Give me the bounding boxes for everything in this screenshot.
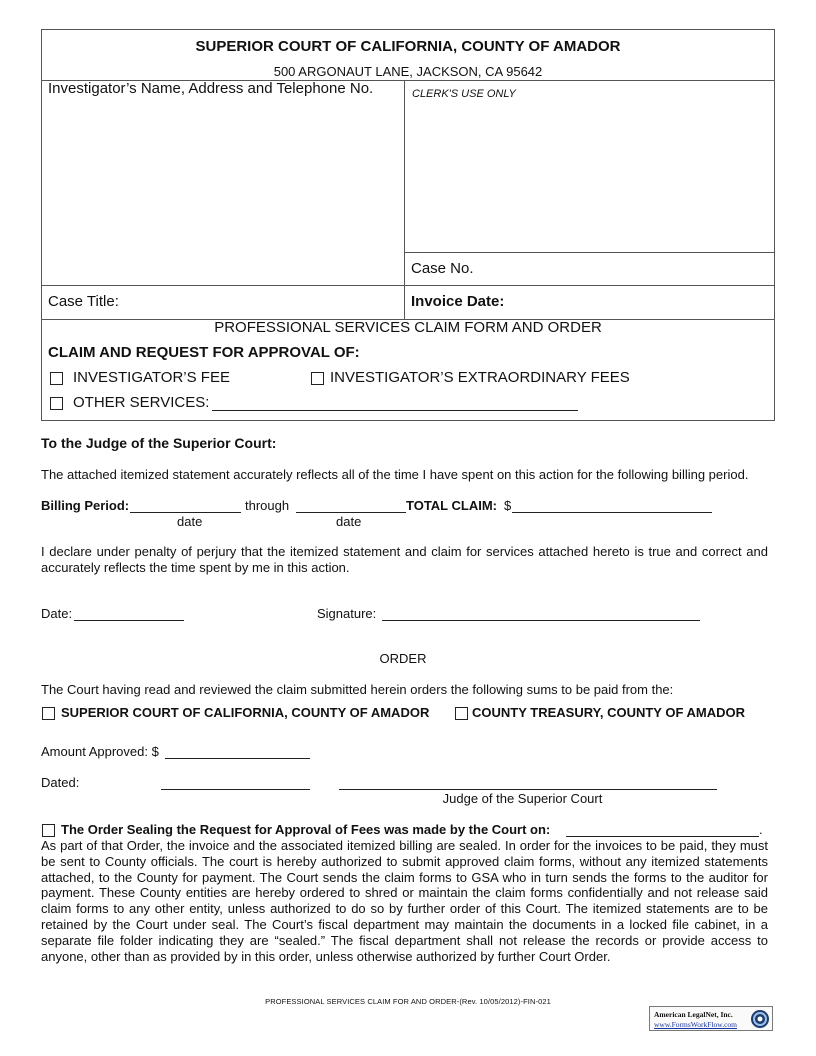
to-judge-heading: To the Judge of the Superior Court: (41, 435, 277, 451)
court-name: SUPERIOR COURT OF CALIFORNIA, COUNTY OF AMADOR (195, 38, 621, 55)
through-label: through (245, 498, 290, 513)
county-treasury-checkbox[interactable] (455, 707, 468, 720)
divider (404, 80, 405, 319)
total-claim-label: TOTAL CLAIM: (406, 498, 497, 513)
amount-approved-field[interactable] (165, 758, 310, 759)
county-treasury-label: COUNTY TREASURY, COUNTY OF AMADOR (472, 705, 746, 720)
clerk-label: CLERK'S USE ONLY (412, 88, 516, 100)
investigator-fee-checkbox[interactable] (50, 372, 63, 385)
invoice-date-field[interactable] (510, 287, 770, 317)
judge-caption: Judge of the Superior Court (442, 791, 603, 806)
signature-field[interactable] (382, 620, 700, 621)
other-services-label: OTHER SERVICES: (73, 394, 210, 411)
dated-label: Dated: (41, 775, 80, 790)
date-label: Date: (41, 606, 73, 621)
investigator-field[interactable] (42, 100, 403, 284)
legalnet-badge[interactable] (649, 1006, 773, 1031)
judge-signature-field[interactable] (339, 789, 717, 790)
total-claim-currency: $ (504, 498, 512, 513)
extraordinary-fees-checkbox[interactable] (311, 372, 324, 385)
case-no-label: Case No. (411, 260, 474, 277)
badge-url: www.FormsWorkFlow.com (654, 1020, 738, 1029)
other-services-field[interactable] (212, 410, 578, 411)
total-claim-field[interactable] (512, 512, 712, 513)
superior-court-checkbox[interactable] (42, 707, 55, 720)
billing-period-label: Billing Period: (41, 498, 130, 513)
date-field[interactable] (74, 620, 184, 621)
date-caption: date (177, 514, 203, 529)
sealing-date-field[interactable] (566, 836, 759, 837)
order-intro: The Court having read and reviewed the claim submitted herein orders the following sums to be paid from the: (41, 682, 674, 697)
legalnet-logo-icon (750, 1009, 770, 1029)
declaration-text: I declare under penalty of perjury that the itemized statement and claim for services attached hereto is true and correct and accurately reflects the time spent by me in this action. (41, 544, 768, 575)
sealing-end-mark: . (759, 822, 763, 837)
signature-label: Signature: (317, 606, 377, 621)
amount-approved-label: Amount Approved: $ (41, 744, 159, 759)
badge-company: American LegalNet, Inc. (654, 1010, 733, 1019)
other-services-checkbox[interactable] (50, 397, 63, 410)
case-title-field[interactable] (125, 287, 400, 317)
dated-field[interactable] (161, 789, 310, 790)
billing-start-field[interactable] (130, 512, 241, 513)
invoice-date-label: Invoice Date: (411, 293, 505, 310)
claim-heading: CLAIM AND REQUEST FOR APPROVAL OF: (48, 344, 360, 361)
divider (404, 252, 775, 253)
case-no-field[interactable] (480, 254, 770, 284)
investigator-label: Investigator’s Name, Address and Telephone No. (48, 80, 374, 97)
sealing-order-checkbox[interactable] (42, 824, 55, 837)
court-address: 500 ARGONAUT LANE, JACKSON, CA 95642 (273, 64, 543, 79)
billing-statement: The attached itemized statement accurately reflects all of the time I have spent on this action for the following billing period. (41, 467, 749, 482)
form-title: PROFESSIONAL SERVICES CLAIM FORM AND ORDER (214, 319, 602, 336)
divider (41, 285, 775, 286)
form-id: PROFESSIONAL SERVICES CLAIM FOR AND ORDER-(Rev. 10/05/2012)-FIN-021 (265, 997, 551, 1006)
investigator-fee-label: INVESTIGATOR’S FEE (73, 369, 230, 386)
extraordinary-fees-label: INVESTIGATOR’S EXTRAORDINARY FEES (330, 369, 630, 386)
sealing-body: As part of that Order, the invoice and the associated itemized billing are sealed. In order for the invoices to be paid, they must be sent to County officials. The court is hereby authorized to submit approved claim forms, without any itemized statements attached, to the County for payment. The Court sends the claim forms to GSA who in turn sends the forms to the auditor for payment. These County entities are hereby ordered to shred or maintain the claim forms confidentially and not release said claim forms to any other entity, unless authorized to do so by further order of this Court. The itemized statements are to be retained by the Court under seal. The Court’s fiscal department may maintain the documents in a locked file cabinet, in a separate file folder indicating they are “sealed.” The fiscal department shall not release the records or provide access to anyone, other than as provided by in this order, unless otherwise authorized by further Court Order. (41, 838, 768, 964)
sealing-lead: The Order Sealing the Request for Approval of Fees was made by the Court on: (61, 822, 551, 837)
billing-end-field[interactable] (296, 512, 406, 513)
order-heading: ORDER (379, 651, 427, 666)
date-caption: date (336, 514, 362, 529)
case-title-label: Case Title: (48, 293, 119, 310)
superior-court-label: SUPERIOR COURT OF CALIFORNIA, COUNTY OF AMADOR (61, 705, 430, 720)
